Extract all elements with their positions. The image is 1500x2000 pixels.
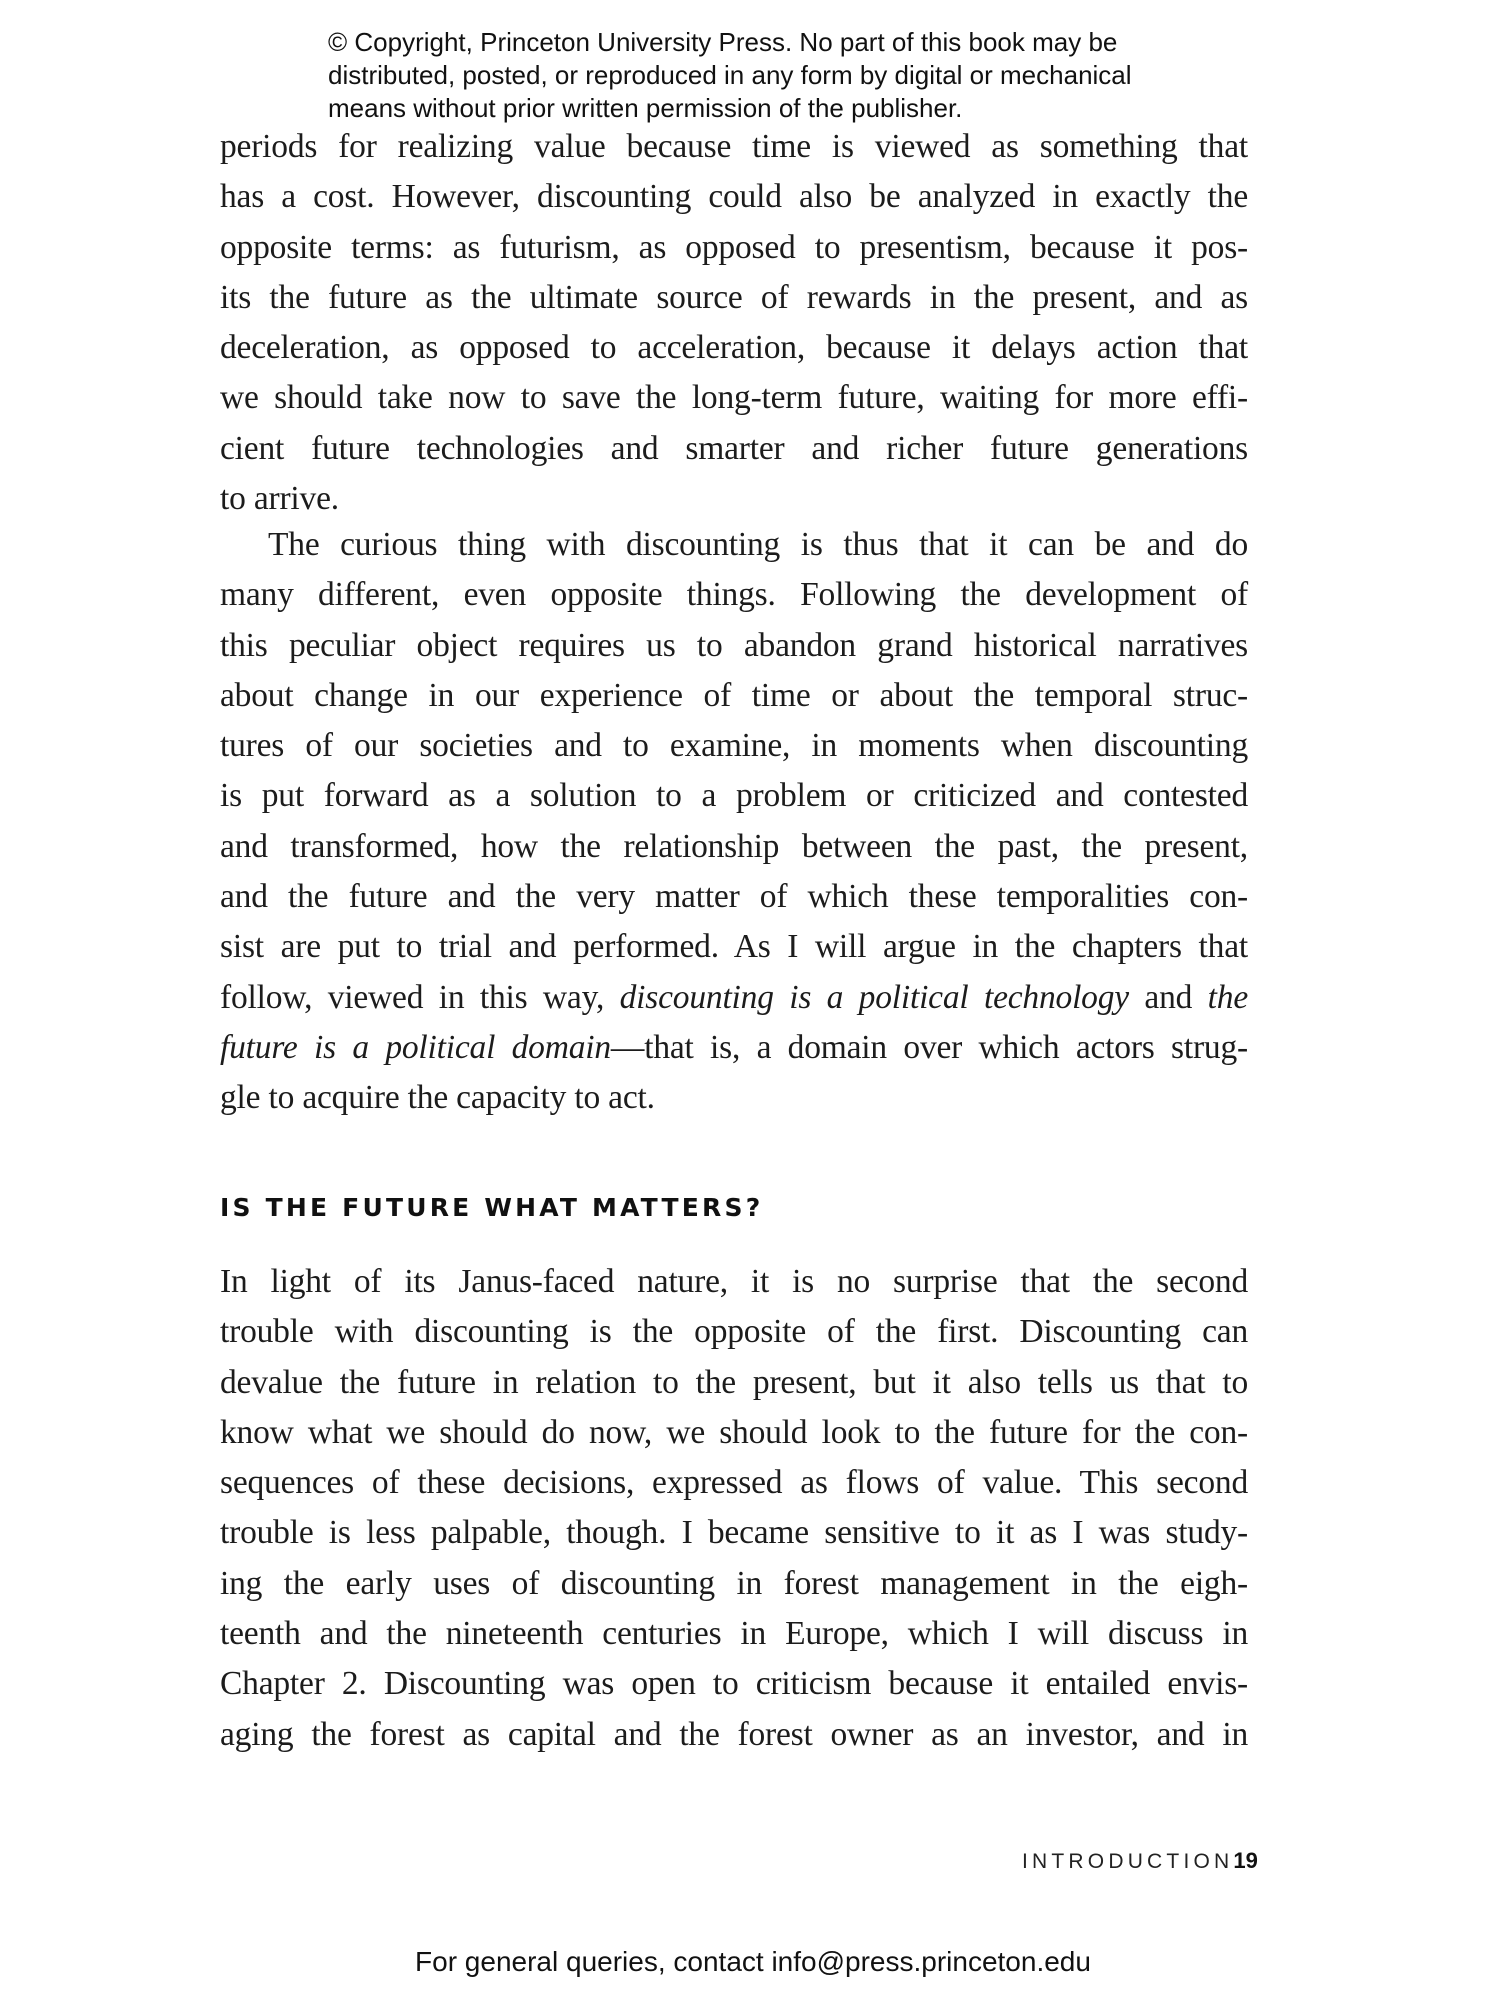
contact-line: For general queries, contact info@press.princeton.edu bbox=[415, 1946, 1091, 1977]
text-line: and transformed, how the relationship between the past, the present, bbox=[220, 827, 1248, 865]
text-run: and bbox=[1128, 978, 1208, 1016]
text-line: is put forward as a solution to a problem or criticized and contested bbox=[220, 777, 1248, 815]
paragraph-1 bbox=[220, 122, 1248, 524]
text-line: The curious thing with discounting is thus that it can be and do bbox=[268, 526, 1248, 563]
text-line: and the future and the very matter of which these temporalities con- bbox=[220, 878, 1248, 916]
text-line bbox=[220, 973, 1248, 1023]
copyright-line: © Copyright, Princeton University Press. No part of this book may be bbox=[328, 27, 1118, 57]
copyright-line: means without prior written permission of the publisher. bbox=[328, 93, 963, 123]
text-run: —that is, a domain over which actors strug- bbox=[610, 1028, 1248, 1066]
text-line: In light of its Janus-faced nature, it is no surprise that the second bbox=[220, 1263, 1248, 1300]
text-line: this peculiar object requires us to abandon grand historical narratives bbox=[220, 626, 1248, 664]
text-line: its the future as the ultimate source of rewards in the present, and as bbox=[220, 278, 1248, 316]
text-line: cient future technologies and smarter and richer future generations bbox=[220, 429, 1248, 467]
text-line: aging the forest as capital and the forest owner as an investor, and in bbox=[220, 1715, 1248, 1753]
text-line: Chapter 2. Discounting was open to criticism because it entailed envis- bbox=[220, 1665, 1248, 1703]
text-line bbox=[220, 1023, 1248, 1073]
text-line: periods for realizing value because time is viewed as something that bbox=[220, 128, 1248, 165]
text-line: we should take now to save the long-term future, waiting for more effi- bbox=[220, 379, 1248, 417]
text-line: has a cost. However, discounting could also be analyzed in exactly the bbox=[220, 178, 1248, 216]
emphasis-text: future is a political domain bbox=[220, 1028, 611, 1066]
text-line: devalue the future in relation to the present, but it also tells us that to bbox=[220, 1363, 1248, 1401]
text-line: many different, even opposite things. Following the development of bbox=[220, 576, 1248, 614]
text-line: trouble is less palpable, though. I became sensitive to it as I was study- bbox=[220, 1514, 1248, 1552]
copyright-line: distributed, posted, or reproduced in any form by digital or mechanical bbox=[328, 60, 1132, 90]
text-run: follow, viewed in this way, bbox=[220, 978, 620, 1016]
text-line: gle to acquire the capacity to act. bbox=[220, 1079, 655, 1117]
text-line: deceleration, as opposed to acceleration, because it delays action that bbox=[220, 329, 1248, 367]
running-footer-section: INTRODUCTION bbox=[1022, 1850, 1234, 1873]
text-line: sist are put to trial and performed. As I will argue in the chapters that bbox=[220, 928, 1248, 966]
text-line: tures of our societies and to examine, in moments when discounting bbox=[220, 727, 1248, 765]
paragraph-3 bbox=[220, 1257, 1248, 1760]
text-line: sequences of these decisions, expressed as flows of value. This second bbox=[220, 1464, 1248, 1502]
text-line: trouble with discounting is the opposite of the first. Discounting can bbox=[220, 1313, 1248, 1351]
text-line: teenth and the nineteenth centuries in Europe, which I will discuss in bbox=[220, 1615, 1248, 1653]
page-number: 19 bbox=[1233, 1848, 1258, 1873]
text-line: ing the early uses of discounting in forest management in the eigh- bbox=[220, 1564, 1248, 1602]
running-footer bbox=[1022, 1848, 1258, 1874]
emphasis-text: discounting is a political technology bbox=[619, 978, 1129, 1016]
text-line: opposite terms: as futurism, as opposed to presentism, because it pos- bbox=[220, 228, 1248, 266]
paragraph-2 bbox=[220, 520, 1248, 1124]
copyright-notice bbox=[328, 26, 1208, 125]
text-line: know what we should do now, we should look to the future for the con- bbox=[220, 1413, 1248, 1451]
emphasis-text: the bbox=[1207, 978, 1248, 1016]
section-heading: IS THE FUTURE WHAT MATTERS? bbox=[220, 1193, 764, 1222]
text-line: about change in our experience of time or about the temporal struc- bbox=[220, 676, 1248, 714]
text-line: to arrive. bbox=[220, 480, 339, 518]
